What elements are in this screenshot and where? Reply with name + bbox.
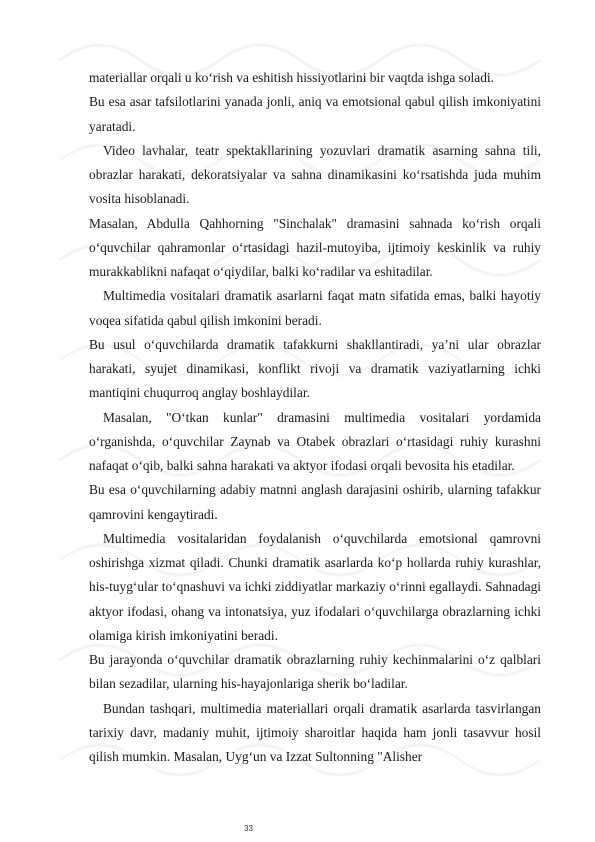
paragraph: Video lavhalar, teatr spektakllarining yozuvlari dramatik asarning sahna tili, obrazlar harakati, dekoratsiyalar va sahna dinamikasini ko‘rsatishda juda muhim vosita hisoblanadi. [89,142,541,207]
paragraph: Masalan, "O‘tkan kunlar" dramasini multimedia vositalari yordamida o‘rganishda, o‘quvchilar Zaynab va Otabek obrazlari o‘rtasidagi ruhiy kurashni nafaqat o‘qib, balki sahna harakati va aktyor ifodasi orqali bevosita his etadilar. [89,409,541,473]
paragraph: Bundan tashqari, multimedia materiallari orqali dramatik asarlarda tasvirlangan tarixiy davr, madaniy muhit, ijtimoiy sharoitlar haqida ham jonli tasavvur hosil qilish mumkin. Masalan, Uyg‘un va Izzat Sultonning "Alisher [89,700,541,764]
paragraph: Bu esa asar tafsilotlarini yanada jonli, aniq va emotsional qabul qilish imkoniyatini yaratadi. [89,94,541,134]
paragraph: Multimedia vositalari dramatik asarlarni faqat matn sifatida emas, balki hayotiy voqea sifatida qabul qilish imkonini beradi. [89,288,541,328]
page-number: 33 [244,824,253,833]
paragraph: Bu usul o‘quvchilarda dramatik tafakkurni shakllantiradi, ya’ni ular obrazlar harakati, syujet dinamikasi, konflikt rivoji va dramatik vaziyatlarning ichki mantiqini chuqurroq anglay boshlaydilar. [89,336,541,401]
paragraph: Bu jarayonda o‘quvchilar dramatik obrazlarning ruhiy kechinmalarini o‘z qalblari bilan sezadilar, ularning his-hayajonlariga sherik bo‘ladilar. [89,652,541,692]
paragraph: Multimedia vositalaridan foydalanish o‘quvchilarda emotsional qamrovni oshirishga xizmat qiladi. Chunki dramatik asarlarda ko‘p hollarda ruhiy kurashlar, his-tuyg‘ular to‘qnashuvi va ichki ziddiyatlar markaziy o‘rinni egallaydi. Sahnadagi aktyor ifodasi, ohang va intonatsiya, yuz ifodalari o‘quvchilarga obrazlarning ichki olamiga kirish imkoniyatini beradi. [89,530,541,643]
paragraph: Masalan, Abdulla Qahhorning "Sinchalak" dramasini sahnada ko‘rish orqali o‘quvchilar qahramonlar o‘rtasidagi hazil-mutoyiba, ijtimoiy keskinlik va ruhiy murakkablikni nafaqat o‘qiydilar, balki ko‘radilar va eshitadilar. [89,215,541,279]
paragraph: Bu esa o‘quvchilarning adabiy matnni anglash darajasini oshirib, ularning tafakkur qamrovini kengaytiradi. [89,482,541,522]
document-body [89,66,541,769]
paragraph: materiallar orqali u ko‘rish va eshitish hissiyotlarini bir vaqtda ishga soladi. [89,70,494,85]
